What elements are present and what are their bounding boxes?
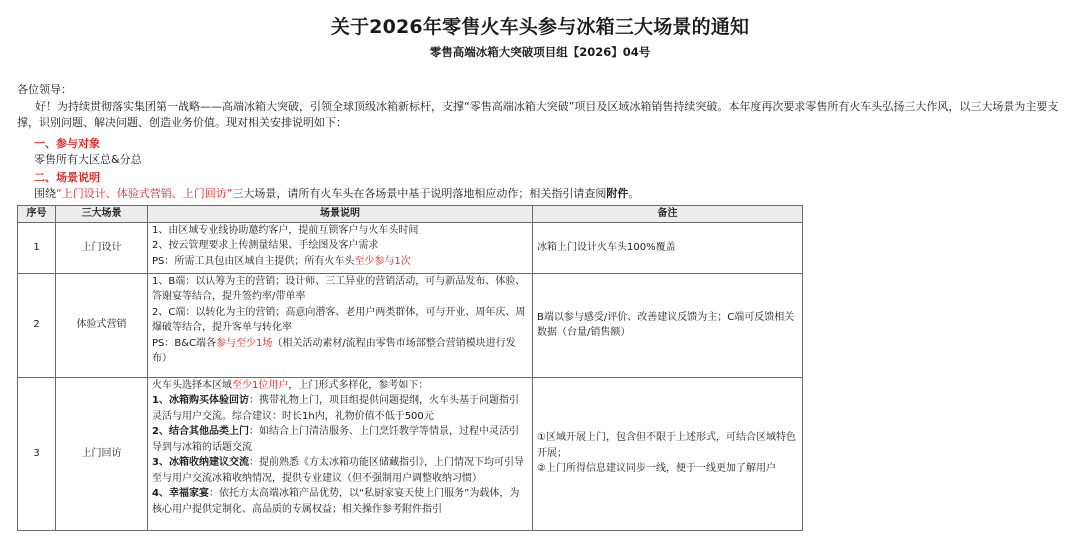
description-line	[152, 336, 528, 367]
description-line	[152, 455, 528, 486]
ps-text: PS：B&C端各	[152, 337, 217, 349]
section-2-prefix: 围绕	[34, 187, 56, 200]
section-2-scenes-highlight: “上门设计、体验式营销、上门回访”	[56, 187, 233, 200]
row-scene: 上门回访	[56, 377, 148, 530]
row-description	[148, 222, 533, 273]
item-body: ：提前熟悉《方太冰箱功能区储藏指引》，上门情况下均可引导至与用户交流冰箱收纳情况，提供专业建议（但不强制用户调整收纳习惯）	[152, 457, 524, 484]
row-description	[148, 377, 533, 530]
description-line: 2、按云管理要求上传测量结果、手绘图及客户需求	[152, 240, 379, 251]
row-number: 1	[18, 222, 56, 273]
table-row	[18, 273, 803, 377]
description-line: 1、由区域专业线协助邀约客户，提前互锁客户与火车头时间	[152, 224, 419, 236]
section-2-body	[34, 186, 639, 201]
header-number: 序号	[18, 206, 56, 223]
description-line	[152, 378, 528, 394]
item-body: ：如结合上门清洁服务、上门烹饪教学等情景，过程中灵活引导到与冰箱的话题交流	[152, 426, 519, 453]
description-line: 1、B端：以认筹为主的营销；设计师、三工异业的营销活动，可与新品发布、体验、答谢宴等结合，提升签约率/带单率	[152, 275, 526, 302]
row-number: 3	[18, 377, 56, 530]
note-line: ②上门所得信息建议同步一线，便于一线更加了解用户	[537, 463, 776, 475]
item-body: ：携带礼物上门，项目组提供问题提纲，火车头基于问题指引灵活与用户交流。综合建议：时长1h内，礼物价值不低于500元	[152, 395, 519, 422]
document-number: 零售高端冰箱大突破项目组【2026】04号	[429, 45, 651, 59]
intro-paragraph: 好！为持续贯彻落实集团第一战略——高端冰箱大突破，引领全球顶级冰箱新标杆，支撑“零售高端冰箱大突破”项目及区域冰箱销售持续突破。本年度再次要求零售所有火车头弘扬三大作风，以三大场景为主要支撑，识别问题、解决问题、创造业务价值。现对相关安排说明如下：	[17, 100, 1059, 129]
visit-intro-tail: ，上门形式多样化，参考如下：	[288, 379, 429, 391]
visit-highlight: 至少1位用户	[232, 379, 289, 391]
ps-tail: （相关活动素材/流程由零售市场部整合营销模块进行发布）	[152, 337, 516, 364]
row-note: B端以参与感受/评价、改善建议反馈为主；C端可反馈相关数据（台量/销售额）	[533, 273, 803, 377]
scenes-table	[17, 205, 803, 531]
table-row	[18, 377, 803, 530]
table-header-row	[18, 206, 803, 223]
ps-text: PS：所需工具包由区域自主提供；所有火车头	[152, 255, 355, 267]
item-body: ：依托方太高端冰箱产品优势，以“私厨家宴天使上门服务”为载体，为核心用户提供定制化、高品质的专属权益；相关操作参考附件指引	[152, 488, 520, 515]
header-description: 场景说明	[148, 206, 533, 223]
description-line: 2、C端：以转化为主的营销；高意向潜客、老用户两类群体，可与开业、周年庆、周爆破等结合，提升客单与转化率	[152, 306, 526, 333]
section-2-middle: 三大场景，请所有火车头在各场景中基于说明落地相应动作；相关指引请查阅	[232, 187, 607, 200]
item-title: 2、结合其他品类上门	[152, 426, 249, 437]
document-title: 关于2026年零售火车头参与冰箱三大场景的通知	[330, 16, 750, 38]
ps-highlight: 至少参与1次	[354, 255, 411, 267]
row-scene: 上门设计	[56, 222, 148, 273]
ps-highlight: 参与至少1场	[216, 337, 273, 349]
table-row	[18, 222, 803, 273]
description-line	[152, 486, 528, 517]
visit-intro: 火车头选择本区域	[152, 379, 232, 391]
section-2-end: 。	[628, 187, 640, 200]
section-1-body: 零售所有大区总&分总	[34, 153, 142, 166]
description-line	[152, 254, 528, 270]
attachment-reference: 附件	[606, 187, 629, 200]
description-line	[152, 424, 528, 455]
header-note: 备注	[533, 206, 803, 223]
greeting: 各位领导：	[17, 83, 72, 96]
item-title: 4、幸福家宴	[152, 488, 209, 499]
description-line	[152, 393, 528, 424]
note-line: ①区域开展上门，包含但不限于上述形式，可结合区域特色开展；	[537, 432, 796, 459]
row-number: 2	[18, 273, 56, 377]
section-1-heading: 一、参与对象	[34, 137, 100, 150]
row-scene: 体验式营销	[56, 273, 148, 377]
header-scene: 三大场景	[56, 206, 148, 223]
section-2-heading: 二、场景说明	[34, 171, 100, 184]
item-title: 3、冰箱收纳建议交流	[152, 457, 249, 468]
item-title: 1、冰箱购买体验回访	[152, 395, 249, 406]
row-note: 冰箱上门设计火车头100%覆盖	[533, 222, 803, 273]
row-description	[148, 273, 533, 377]
row-note	[533, 377, 803, 530]
